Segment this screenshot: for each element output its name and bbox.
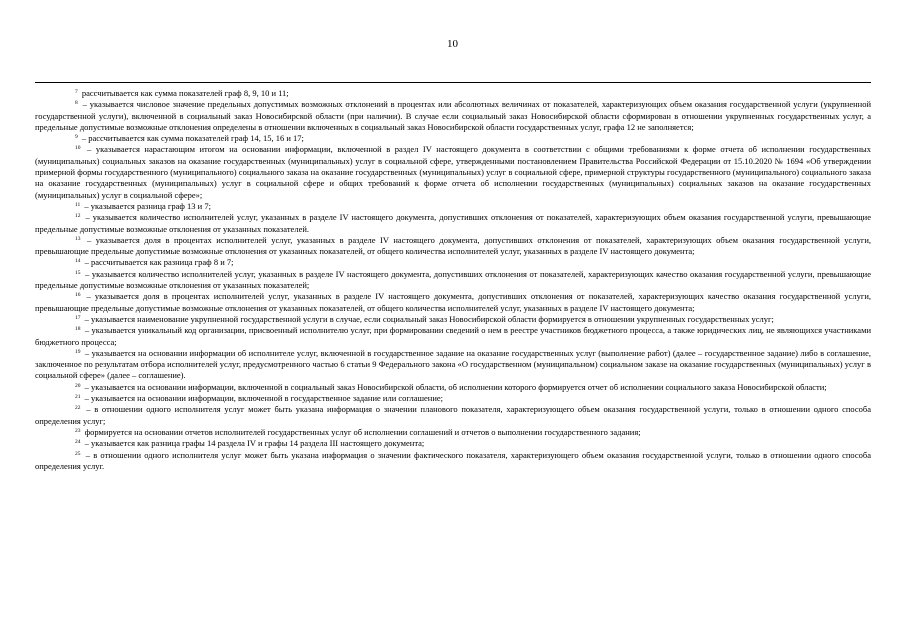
- footnote-text: – указывается наименование укрупненной государственной услуги в случае, если социальный заказ Новосибирской области формируется в отношении укрупненных государственных услуг;: [82, 313, 774, 324]
- footnote: [35, 257, 871, 268]
- footnote-mark: 17: [75, 314, 81, 321]
- footnote: [35, 393, 871, 404]
- footnotes-list: [35, 88, 871, 472]
- footnote: [35, 88, 871, 99]
- footnote-mark: 8: [75, 100, 78, 107]
- footnote: [35, 212, 871, 235]
- footnote-text: – указывается уникальный код организации, присвоенный исполнителю услуг, при формировании сведений о нем в реестре участников бюджетного процесса, а также юридических лиц, не являющихся участниками бюджетного процесса;: [35, 325, 871, 347]
- footnote-text: – указывается на основании информации, включенной в социальный заказ Новосибирской области, об исполнении которого формируется отчет об исполнении социального заказа Новосибирской области;: [82, 381, 827, 392]
- footnote-mark: 20: [75, 382, 81, 389]
- footnote-mark: 15: [75, 269, 81, 276]
- footnote-text: – указывается доля в процентах исполнителей услуг, указанных в разделе IV настоящего документа, допустивших отклонения от показателей, характеризующих качество оказания государственной услуги, превышающие предельные допустимые возможные отклонения от указанных показателей, от общего количества исполнителей услуг, указанных в разделе IV настоящего документа;: [35, 291, 871, 313]
- footnote-mark: 23: [75, 427, 81, 434]
- footnote-separator: [35, 82, 871, 83]
- footnote-text: – рассчитывается как разница граф 8 и 7;: [82, 257, 234, 268]
- footnote-text: рассчитывается как сумма показателей граф 8, 9, 10 и 11;: [79, 88, 289, 98]
- footnote-mark: 22: [75, 405, 81, 412]
- footnote: [35, 291, 871, 314]
- footnote-mark: 16: [75, 292, 81, 299]
- footnote-text: – указывается количество исполнителей услуг, указанных в разделе IV настоящего документа, допустивших отклонения от показателей, характеризующих качество оказания государственной услуги, превышающие предельные допустимые возможные отклонения от указанных показателей;: [35, 268, 871, 291]
- footnote: [35, 450, 871, 473]
- footnote-text: – указывается как разница графы 14 раздела IV и графы 14 раздела III настоящего документа;: [82, 438, 425, 449]
- footnote: [35, 201, 871, 212]
- footnote-mark: 11: [75, 201, 81, 208]
- footnote: [35, 144, 871, 200]
- footnote-mark: 7: [75, 89, 78, 95]
- footnote: [35, 382, 871, 393]
- footnote: [35, 325, 871, 348]
- footnote-text: – в отношении одного исполнителя услуг может быть указана информация о значении фактического показателя, характеризующего объем оказания государственной услуги, только в отношении одного способа определения услуг.: [35, 449, 871, 471]
- footnote-mark: 12: [75, 213, 81, 220]
- footnote-mark: 19: [75, 348, 81, 355]
- footnote: [35, 427, 871, 438]
- footnote-text: – указывается количество исполнителей услуг, указанных в разделе IV настоящего документа, допустивших отклонения от показателей, характеризующих объем оказания государственной услуги, превышающие предельные допустимые возможные отклонения от указанных показателей.: [35, 212, 871, 234]
- footnote-mark: 18: [75, 326, 81, 333]
- footnote-mark: 21: [75, 394, 81, 401]
- footnote: [35, 133, 871, 144]
- footnote: [35, 348, 871, 382]
- footnote-mark: 25: [75, 450, 81, 457]
- footnote-text: – указывается разница граф 13 и 7;: [82, 200, 211, 211]
- footnote: [35, 438, 871, 449]
- footnote-text: – рассчитывается как сумма показателей граф 14, 15, 16 и 17;: [79, 133, 304, 144]
- footnote-text: – указывается на основании информации, включенной в государственное задание или соглашение;: [82, 393, 444, 404]
- footnote-text: – указывается числовое значение предельных допустимых возможных отклонений в процентах или абсолютных величинах от показателей, характеризующих объем оказания государственной услуги (укрупненной государственной услуги), включенной в социальный заказ Новосибирской области (при наличии). В случае если социальный заказ Новосибирской области сформирован в отношении укрупненных государственных услуг, а предельные допустимые возможные отклонения определены в отношении включенных в социальный заказ Новосибирской области государственных услуг, графа 12 не заполняется;: [35, 99, 871, 132]
- footnote-text: – указывается нарастающим итогом на основании информации, включенной в раздел IV настоящего документа в соответствии с общими требованиями к форме отчета об исполнении государственных (муниципальных) социальных заказов на оказание государственных (муниципальных) услуг в социальной сфере, утвержденными постановлением Правительства Российской Федерации от 15.10.2020 № 1694 «Об утверждении примерной формы государственного (муниципального) социального заказа на оказание государственных (муниципальных) услуг в социальной сфере, примерной структуры государственного (муниципального) социального заказа на оказание государственных (муниципальных) услуг в социальной сфере и общих требований к форме отчета об исполнении государственных (муниципальных) социальных заказов на оказание государственных (муниципальных) услуг в социальной сфере»;: [35, 144, 871, 200]
- footnote-text: – указывается на основании информации об исполнителе услуг, включенной в государственное задание на оказание государственных услуг (выполнение работ) (далее – государственное задание) либо в соглашение, заключенное по результатам отбора исполнителей услуг, предусмотренного частью 6 статьи 9 Федерального закона «О государственном (муниципальном) социальном заказе на оказание государственных (муниципальных) услуг в социальной сфере» (далее – соглашение).: [35, 347, 871, 381]
- footnote: [35, 235, 871, 258]
- footnote: [35, 269, 871, 292]
- footnote: [35, 314, 871, 325]
- footnote-mark: 9: [75, 134, 78, 141]
- footnote: [35, 99, 871, 133]
- footnote-mark: 10: [75, 145, 81, 152]
- footnote-mark: 24: [75, 439, 81, 446]
- footnote: [35, 404, 871, 427]
- footnote-text: – в отношении одного исполнителя услуг может быть указана информация о значении планового показателя, характеризующего объем оказания государственной услуги, только в отношении одного способа определения услуг;: [35, 404, 871, 426]
- footnote-text: формируется на основании отчетов исполнителей государственных услуг об исполнении соглашений и отчетов о выполнении государственного задания;: [82, 426, 641, 437]
- footnote-mark: 13: [75, 235, 81, 242]
- footnote-text: – указывается доля в процентах исполнителей услуг, указанных в разделе IV настоящего документа, допустивших отклонения от показателей, характеризующих объем оказания государственной услуги, превышающие предельные допустимые возможные отклонения от указанных показателей, от общего количества исполнителей услуг, указанных в разделе IV настоящего документа;: [35, 234, 871, 257]
- page-number: 10: [447, 38, 458, 50]
- footnote-mark: 14: [75, 258, 81, 265]
